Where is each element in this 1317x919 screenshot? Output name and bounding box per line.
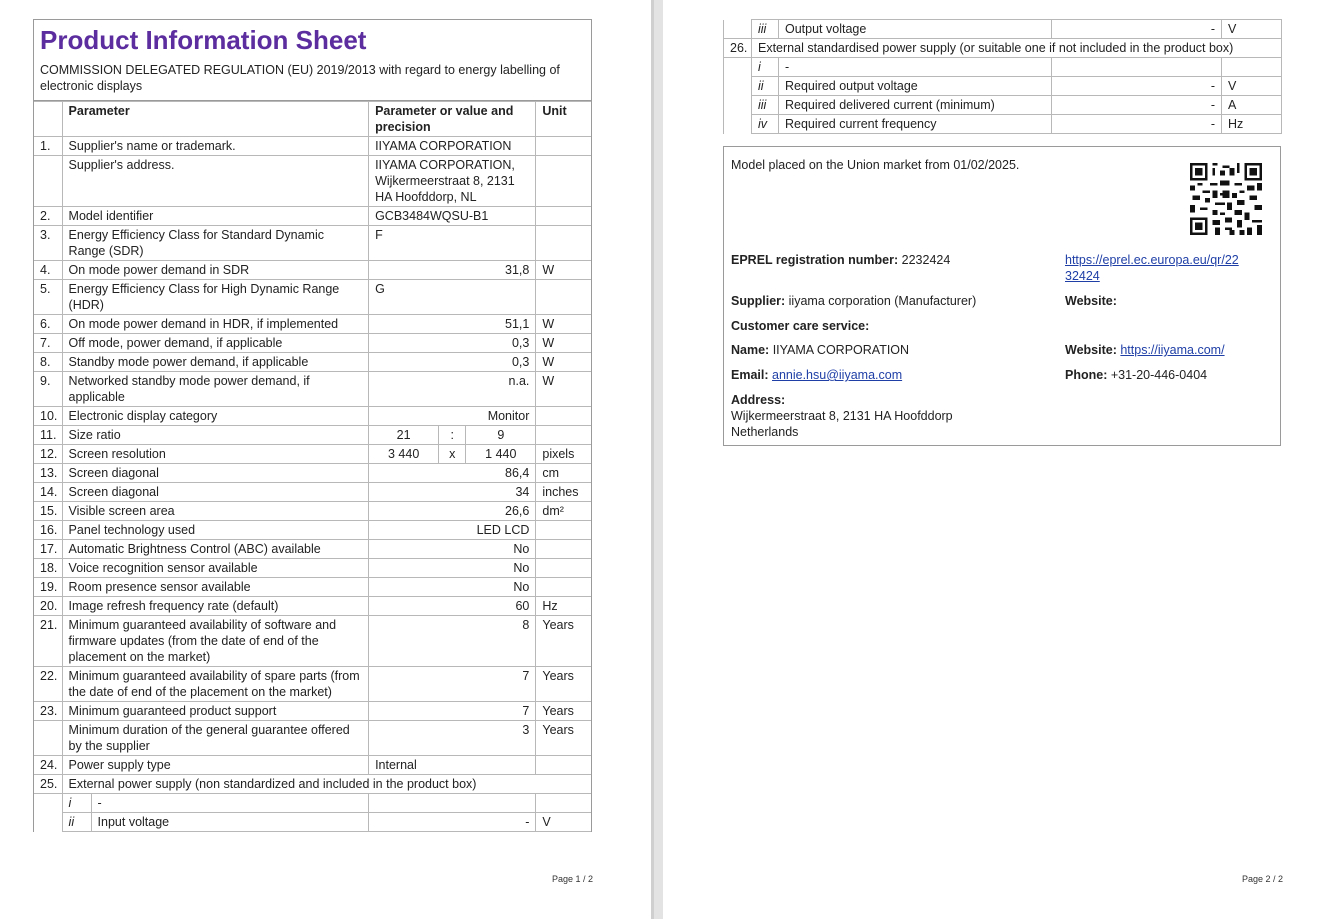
row-unit: cm [536, 464, 591, 483]
page-divider [651, 0, 654, 919]
row-parameter: Supplier's address. [62, 156, 369, 207]
standardised-supply-row [724, 39, 1282, 58]
row-number: 5. [34, 280, 62, 315]
power-supply-subrow [724, 77, 1282, 96]
row-parameter: Energy Efficiency Class for High Dynamic Range (HDR) [62, 280, 369, 315]
row-number: 22. [34, 667, 62, 702]
row-parameter: Model identifier [62, 207, 369, 226]
row-number: 25. [34, 775, 62, 794]
row-unit: pixels [536, 445, 591, 464]
table-row [34, 540, 591, 559]
subrow-value [369, 794, 536, 813]
row-number: 23. [34, 702, 62, 721]
row-unit: W [536, 372, 591, 407]
subrow-index: iv [752, 115, 779, 134]
row-number [724, 96, 752, 115]
row-number: 6. [34, 315, 62, 334]
row-parameter: External standardised power supply (or suitable one if not included in the product box) [752, 39, 1282, 58]
product-information-sheet [33, 19, 592, 832]
table-row [34, 502, 591, 521]
qr-code-icon [1190, 163, 1262, 235]
row-value: 0,3 [369, 334, 536, 353]
resolution-separator: x [439, 445, 466, 464]
row-unit: Years [536, 721, 591, 756]
table-row [34, 521, 591, 540]
row-parameter: Supplier's name or trademark. [62, 137, 369, 156]
subrow-param-cell [62, 813, 369, 832]
table-row [34, 483, 591, 502]
name-label: Name: [731, 343, 770, 357]
row-number [724, 77, 752, 96]
row-unit [536, 280, 591, 315]
page-number: Page 2 / 2 [1242, 874, 1284, 884]
subrow-index: i [63, 794, 92, 812]
row-unit [536, 226, 591, 261]
row-number: 18. [34, 559, 62, 578]
row-number: 14. [34, 483, 62, 502]
table-header-row [34, 102, 591, 137]
row-number [34, 721, 62, 756]
website-label: Website: [1065, 294, 1117, 308]
row-value: IIYAMA CORPORATION, Wijkermeerstraat 8, 2131 HA Hoofddorp, NL [369, 156, 536, 207]
row-number: 1. [34, 137, 62, 156]
subrow-value [1052, 58, 1222, 77]
subrow-value: - [1052, 20, 1222, 39]
row-value: GCB3484WQSU-B1 [369, 207, 536, 226]
row-unit [536, 407, 591, 426]
subrow-unit: Hz [1222, 115, 1282, 134]
row-number: 3. [34, 226, 62, 261]
table-row [34, 226, 591, 261]
row-value: 8 [369, 616, 536, 667]
row-unit [536, 207, 591, 226]
eprel-link-line2[interactable]: 32424 [1065, 269, 1100, 283]
row-unit: W [536, 334, 591, 353]
row-number [724, 58, 752, 77]
table-row [34, 280, 591, 315]
row-number: 19. [34, 578, 62, 597]
row-value: IIYAMA CORPORATION [369, 137, 536, 156]
row-unit [536, 756, 591, 775]
row-parameter: Energy Efficiency Class for Standard Dynamic Range (SDR) [62, 226, 369, 261]
row-parameter: Automatic Brightness Control (ABC) available [62, 540, 369, 559]
row-parameter: On mode power demand in SDR [62, 261, 369, 280]
email-label: Email: [731, 368, 769, 382]
market-info-box [723, 146, 1281, 446]
row-number [34, 156, 62, 207]
row-parameter: Panel technology used [62, 521, 369, 540]
row-parameter: Minimum guaranteed product support [62, 702, 369, 721]
row-unit: Years [536, 702, 591, 721]
row-parameter: On mode power demand in HDR, if implemented [62, 315, 369, 334]
row-unit: Hz [536, 597, 591, 616]
row-unit [536, 540, 591, 559]
row-value: Internal [369, 756, 536, 775]
ratio-width: 21 [369, 426, 439, 445]
page-number: Page 1 / 2 [552, 874, 594, 884]
table-row [34, 353, 591, 372]
power-supply-table [723, 19, 1282, 134]
parameter-table [34, 101, 591, 832]
address-label: Address: [731, 393, 786, 407]
subrow-unit [536, 794, 591, 813]
subrow-text: Required current frequency [779, 115, 1052, 134]
row-value: No [369, 559, 536, 578]
subrow-index: iii [752, 20, 779, 39]
row-parameter: Screen resolution [62, 445, 369, 464]
power-supply-subrow [724, 58, 1282, 77]
row-parameter: External power supply (non standardized and included in the product box) [62, 775, 591, 794]
row-parameter: Standby mode power demand, if applicable [62, 353, 369, 372]
row-unit [536, 426, 591, 445]
table-row [34, 372, 591, 407]
subrow-index: ii [752, 77, 779, 96]
row-number: 16. [34, 521, 62, 540]
row-unit: W [536, 315, 591, 334]
row-number: 17. [34, 540, 62, 559]
name-value: IIYAMA CORPORATION [772, 343, 910, 357]
row-parameter: Room presence sensor available [62, 578, 369, 597]
eprel-number: 2232424 [901, 253, 951, 267]
regulation-subtitle: COMMISSION DELEGATED REGULATION (EU) 2019/2013 with regard to energy labelling of electronic displays [34, 56, 591, 101]
row-unit: inches [536, 483, 591, 502]
size-ratio-row [34, 426, 591, 445]
row-unit: dm² [536, 502, 591, 521]
page-2 [663, 0, 1317, 919]
row-number: 8. [34, 353, 62, 372]
row-number: 13. [34, 464, 62, 483]
row-value: No [369, 540, 536, 559]
row-parameter: Power supply type [62, 756, 369, 775]
address-line2: Netherlands [731, 425, 799, 439]
supplier-website [1065, 293, 1117, 309]
row-parameter: Electronic display category [62, 407, 369, 426]
sheet-title: Product Information Sheet [40, 25, 367, 55]
subrow-text: Required delivered current (minimum) [779, 96, 1052, 115]
row-value: Monitor [369, 407, 536, 426]
row-value: F [369, 226, 536, 261]
care-website [1065, 342, 1225, 358]
table-row [34, 156, 591, 207]
row-value: 34 [369, 483, 536, 502]
supplier-info [731, 293, 976, 309]
ratio-separator: : [439, 426, 466, 445]
supplier-label: Supplier: [731, 294, 786, 308]
phone-value: +31-20-446-0404 [1110, 368, 1208, 382]
subrow-text: - [779, 58, 1052, 77]
subrow-index: iii [752, 96, 779, 115]
row-parameter: Image refresh frequency rate (default) [62, 597, 369, 616]
row-value: 31,8 [369, 261, 536, 280]
header-unit: Unit [536, 102, 591, 137]
email-link[interactable]: annie.hsu@iiyama.com [772, 368, 903, 382]
row-value: 86,4 [369, 464, 536, 483]
resolution-width: 3 440 [369, 445, 439, 464]
row-parameter: Minimum guaranteed availability of software and firmware updates (from the date of end of the placement on the market) [62, 616, 369, 667]
row-value: 26,6 [369, 502, 536, 521]
row-number [34, 794, 62, 813]
table-row [34, 407, 591, 426]
supplier-value: iiyama corporation (Manufacturer) [788, 294, 977, 308]
table-row [34, 315, 591, 334]
row-value: G [369, 280, 536, 315]
row-number [34, 813, 62, 832]
row-parameter: Visible screen area [62, 502, 369, 521]
subrow-text: Required output voltage [779, 77, 1052, 96]
subrow-value: - [1052, 115, 1222, 134]
row-number: 20. [34, 597, 62, 616]
table-row [34, 721, 591, 756]
row-number: 15. [34, 502, 62, 521]
website2-label: Website: [1065, 343, 1117, 357]
table-row [34, 137, 591, 156]
row-number: 26. [724, 39, 752, 58]
row-unit: W [536, 353, 591, 372]
row-unit: Years [536, 667, 591, 702]
row-parameter: Screen diagonal [62, 464, 369, 483]
power-supply-subrow [724, 20, 1282, 39]
table-row [34, 702, 591, 721]
phone-label: Phone: [1065, 368, 1108, 382]
table-row [34, 667, 591, 702]
row-value: 3 [369, 721, 536, 756]
table-row [34, 261, 591, 280]
website-link[interactable]: https://iiyama.com/ [1120, 343, 1225, 357]
row-number: 10. [34, 407, 62, 426]
row-unit: W [536, 261, 591, 280]
eprel-link[interactable] [1065, 252, 1239, 284]
eprel-registration [731, 252, 950, 268]
external-supply-row [34, 775, 591, 794]
subrow-value: - [1052, 96, 1222, 115]
row-parameter: Screen diagonal [62, 483, 369, 502]
row-parameter: Voice recognition sensor available [62, 559, 369, 578]
ratio-height: 9 [466, 426, 536, 445]
resolution-row [34, 445, 591, 464]
subrow-index: i [752, 58, 779, 77]
row-unit [536, 559, 591, 578]
care-name [731, 342, 909, 358]
row-parameter: Size ratio [62, 426, 369, 445]
row-value: 7 [369, 702, 536, 721]
row-number: 12. [34, 445, 62, 464]
subrow-value: - [1052, 77, 1222, 96]
table-row [34, 559, 591, 578]
row-number: 21. [34, 616, 62, 667]
table-row [34, 464, 591, 483]
row-unit [536, 156, 591, 207]
header-parameter: Parameter [62, 102, 369, 137]
table-row [34, 616, 591, 667]
market-date-text: Model placed on the Union market from 01/02/2025. [731, 158, 1020, 172]
row-parameter: Minimum guaranteed availability of spare parts (from the date of end of the placement on the market) [62, 667, 369, 702]
subrow-unit: A [1222, 96, 1282, 115]
row-unit [536, 521, 591, 540]
care-phone [1065, 367, 1207, 383]
row-parameter: Networked standby mode power demand, if applicable [62, 372, 369, 407]
table-row [34, 207, 591, 226]
subrow-text: - [97, 796, 102, 810]
row-parameter: Minimum duration of the general guarantee offered by the supplier [62, 721, 369, 756]
customer-care-heading: Customer care service: [731, 319, 870, 333]
subrow-param-cell [62, 794, 369, 813]
row-unit: Years [536, 616, 591, 667]
external-supply-subrow [34, 794, 591, 813]
care-address [731, 392, 953, 440]
table-row [34, 334, 591, 353]
power-supply-type-row [34, 756, 591, 775]
row-number: 2. [34, 207, 62, 226]
subrow-unit: V [1222, 20, 1282, 39]
table-row [34, 597, 591, 616]
subrow-text: Output voltage [779, 20, 1052, 39]
row-number: 4. [34, 261, 62, 280]
row-value: 7 [369, 667, 536, 702]
row-unit [536, 137, 591, 156]
table-row [34, 578, 591, 597]
subrow-index: ii [63, 813, 92, 831]
row-unit [536, 578, 591, 597]
resolution-height: 1 440 [466, 445, 536, 464]
eprel-link-line1[interactable]: https://eprel.ec.europa.eu/qr/22 [1065, 253, 1239, 267]
row-number: 9. [34, 372, 62, 407]
page-1 [0, 0, 651, 919]
subrow-text: Input voltage [97, 815, 170, 829]
row-value: LED LCD [369, 521, 536, 540]
row-number [724, 115, 752, 134]
row-value: No [369, 578, 536, 597]
row-number: 11. [34, 426, 62, 445]
power-supply-subrow [724, 115, 1282, 134]
subrow-unit: V [1222, 77, 1282, 96]
power-supply-subrow [724, 96, 1282, 115]
row-number: 24. [34, 756, 62, 775]
header-value: Parameter or value and precision [369, 102, 536, 137]
subrow-value: - [369, 813, 536, 832]
care-email [731, 367, 902, 383]
row-value: 60 [369, 597, 536, 616]
external-supply-subrow [34, 813, 591, 832]
subrow-unit [1222, 58, 1282, 77]
subrow-unit: V [536, 813, 591, 832]
row-parameter: Off mode, power demand, if applicable [62, 334, 369, 353]
eprel-label: EPREL registration number: [731, 253, 899, 267]
row-value: n.a. [369, 372, 536, 407]
row-value: 0,3 [369, 353, 536, 372]
row-number [724, 20, 752, 39]
row-value: 51,1 [369, 315, 536, 334]
row-number: 7. [34, 334, 62, 353]
address-line1: Wijkermeerstraat 8, 2131 HA Hoofddorp [731, 409, 953, 423]
